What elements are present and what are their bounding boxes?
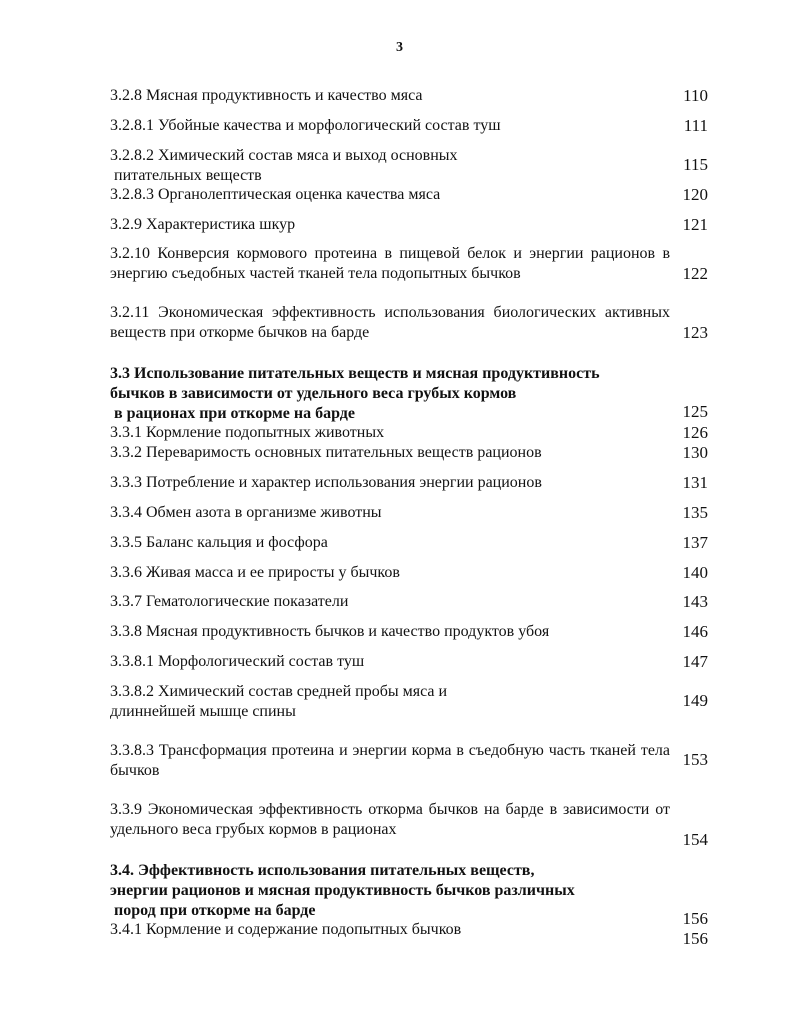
toc-entry-3-3-7: 3.3.7 Гематологические показатели — [110, 593, 349, 610]
toc-entry-3-3-5: 3.3.5 Баланс кальция и фосфора — [110, 534, 328, 551]
toc-page-3-3-2: 130 — [682, 443, 708, 462]
toc-entry-3-2-8: 3.2.8 Мясная продуктивность и качество мяса — [110, 87, 423, 104]
toc-entry-3-3-3: 3.3.3 Потребление и характер использования энергии рационов — [110, 474, 542, 491]
toc-entry-3-4: 3.4. Эффективность использования питательных веществ, энергии рационов и мясная продуктивность бычков различных пород при откорме на барде — [110, 862, 575, 919]
toc-page-3-3-4: 135 — [682, 503, 708, 522]
toc-page-3-4-1: 156 — [682, 929, 708, 948]
toc-page-3-3-1: 126 — [682, 423, 708, 442]
toc-entry-3-3-9: 3.3.9 Экономическая эффективность откорма бычков на барде в зависимости от удельного веса грубых кормов в рационах — [110, 801, 670, 838]
toc-entry-3-3-8-3: 3.3.8.3 Трансформация протеина и энергии корма в съедобную часть тканей тела бычков — [110, 742, 670, 779]
toc-page-3-3-8-3: 153 — [682, 750, 708, 769]
toc-entry-3-2-8-2: 3.2.8.2 Химический состав мяса и выход основных питательных веществ — [110, 147, 458, 184]
toc-page-3-3-8: 146 — [682, 622, 708, 641]
toc-entry-3-3-6: 3.3.6 Живая масса и ее приросты у бычков — [110, 564, 400, 581]
toc-entry-3-2-9: 3.2.9 Характеристика шкур — [110, 216, 296, 233]
toc-page-3-3: 125 — [682, 402, 708, 421]
page-number: 3 — [396, 40, 403, 55]
toc-entry-3-3: 3.3 Использование питательных веществ и мясная продуктивность бычков в зависимости от удельного веса грубых кормов в рационах при откорме на барде — [110, 365, 600, 422]
toc-entry-3-3-8: 3.3.8 Мясная продуктивность бычков и качество продуктов убоя — [110, 623, 550, 640]
toc-page-3-2-8-1: 111 — [683, 116, 708, 135]
toc-page-3-2-8: 110 — [683, 86, 708, 105]
toc-page-3-3-3: 131 — [682, 473, 708, 492]
toc-page-3-3-8-1: 147 — [682, 652, 708, 671]
toc-page-3-2-9: 121 — [682, 215, 708, 234]
toc-page-3-3-9: 154 — [682, 830, 708, 849]
toc-entry-3-3-1: 3.3.1 Кормление подопытных животных — [110, 424, 385, 441]
toc-entry-3-3-4: 3.3.4 Обмен азота в организме животны — [110, 504, 382, 521]
toc-page-3-2-8-3: 120 — [682, 185, 708, 204]
toc-entry-3-2-11: 3.2.11 Экономическая эффективность использования биологических активных веществ при откорме бычков на барде — [110, 304, 670, 341]
toc-page-3-3-6: 140 — [682, 563, 708, 582]
toc-page-3-3-5: 137 — [682, 533, 708, 552]
toc-entry-3-4-1: 3.4.1 Кормление и содержание подопытных бычков — [110, 921, 462, 938]
toc-page-3-3-8-2: 149 — [682, 691, 708, 710]
toc-entry-3-3-8-2: 3.3.8.2 Химический состав средней пробы мяса и длиннейшей мышце спины — [110, 683, 448, 720]
toc-entry-3-2-8-3: 3.2.8.3 Органолептическая оценка качества мяса — [110, 186, 441, 203]
toc-entry-3-2-8-1: 3.2.8.1 Убойные качества и морфологический состав туш — [110, 117, 501, 134]
toc-entry-3-3-2: 3.3.2 Переваримость основных питательных веществ рационов — [110, 444, 542, 461]
toc-page-3-2-10: 122 — [682, 264, 708, 283]
toc-page-3-3-7: 143 — [682, 592, 708, 611]
toc-page-3-2-8-2: 115 — [683, 155, 708, 174]
toc-page-3-2-11: 123 — [682, 323, 708, 342]
toc-entry-3-3-8-1: 3.3.8.1 Морфологический состав туш — [110, 653, 365, 670]
toc-page-3-4: 156 — [682, 909, 708, 928]
toc-entry-3-2-10: 3.2.10 Конверсия кормового протеина в пищевой белок и энергии рационов в энергию съедобных частей тканей тела подопытных бычков — [110, 245, 670, 282]
